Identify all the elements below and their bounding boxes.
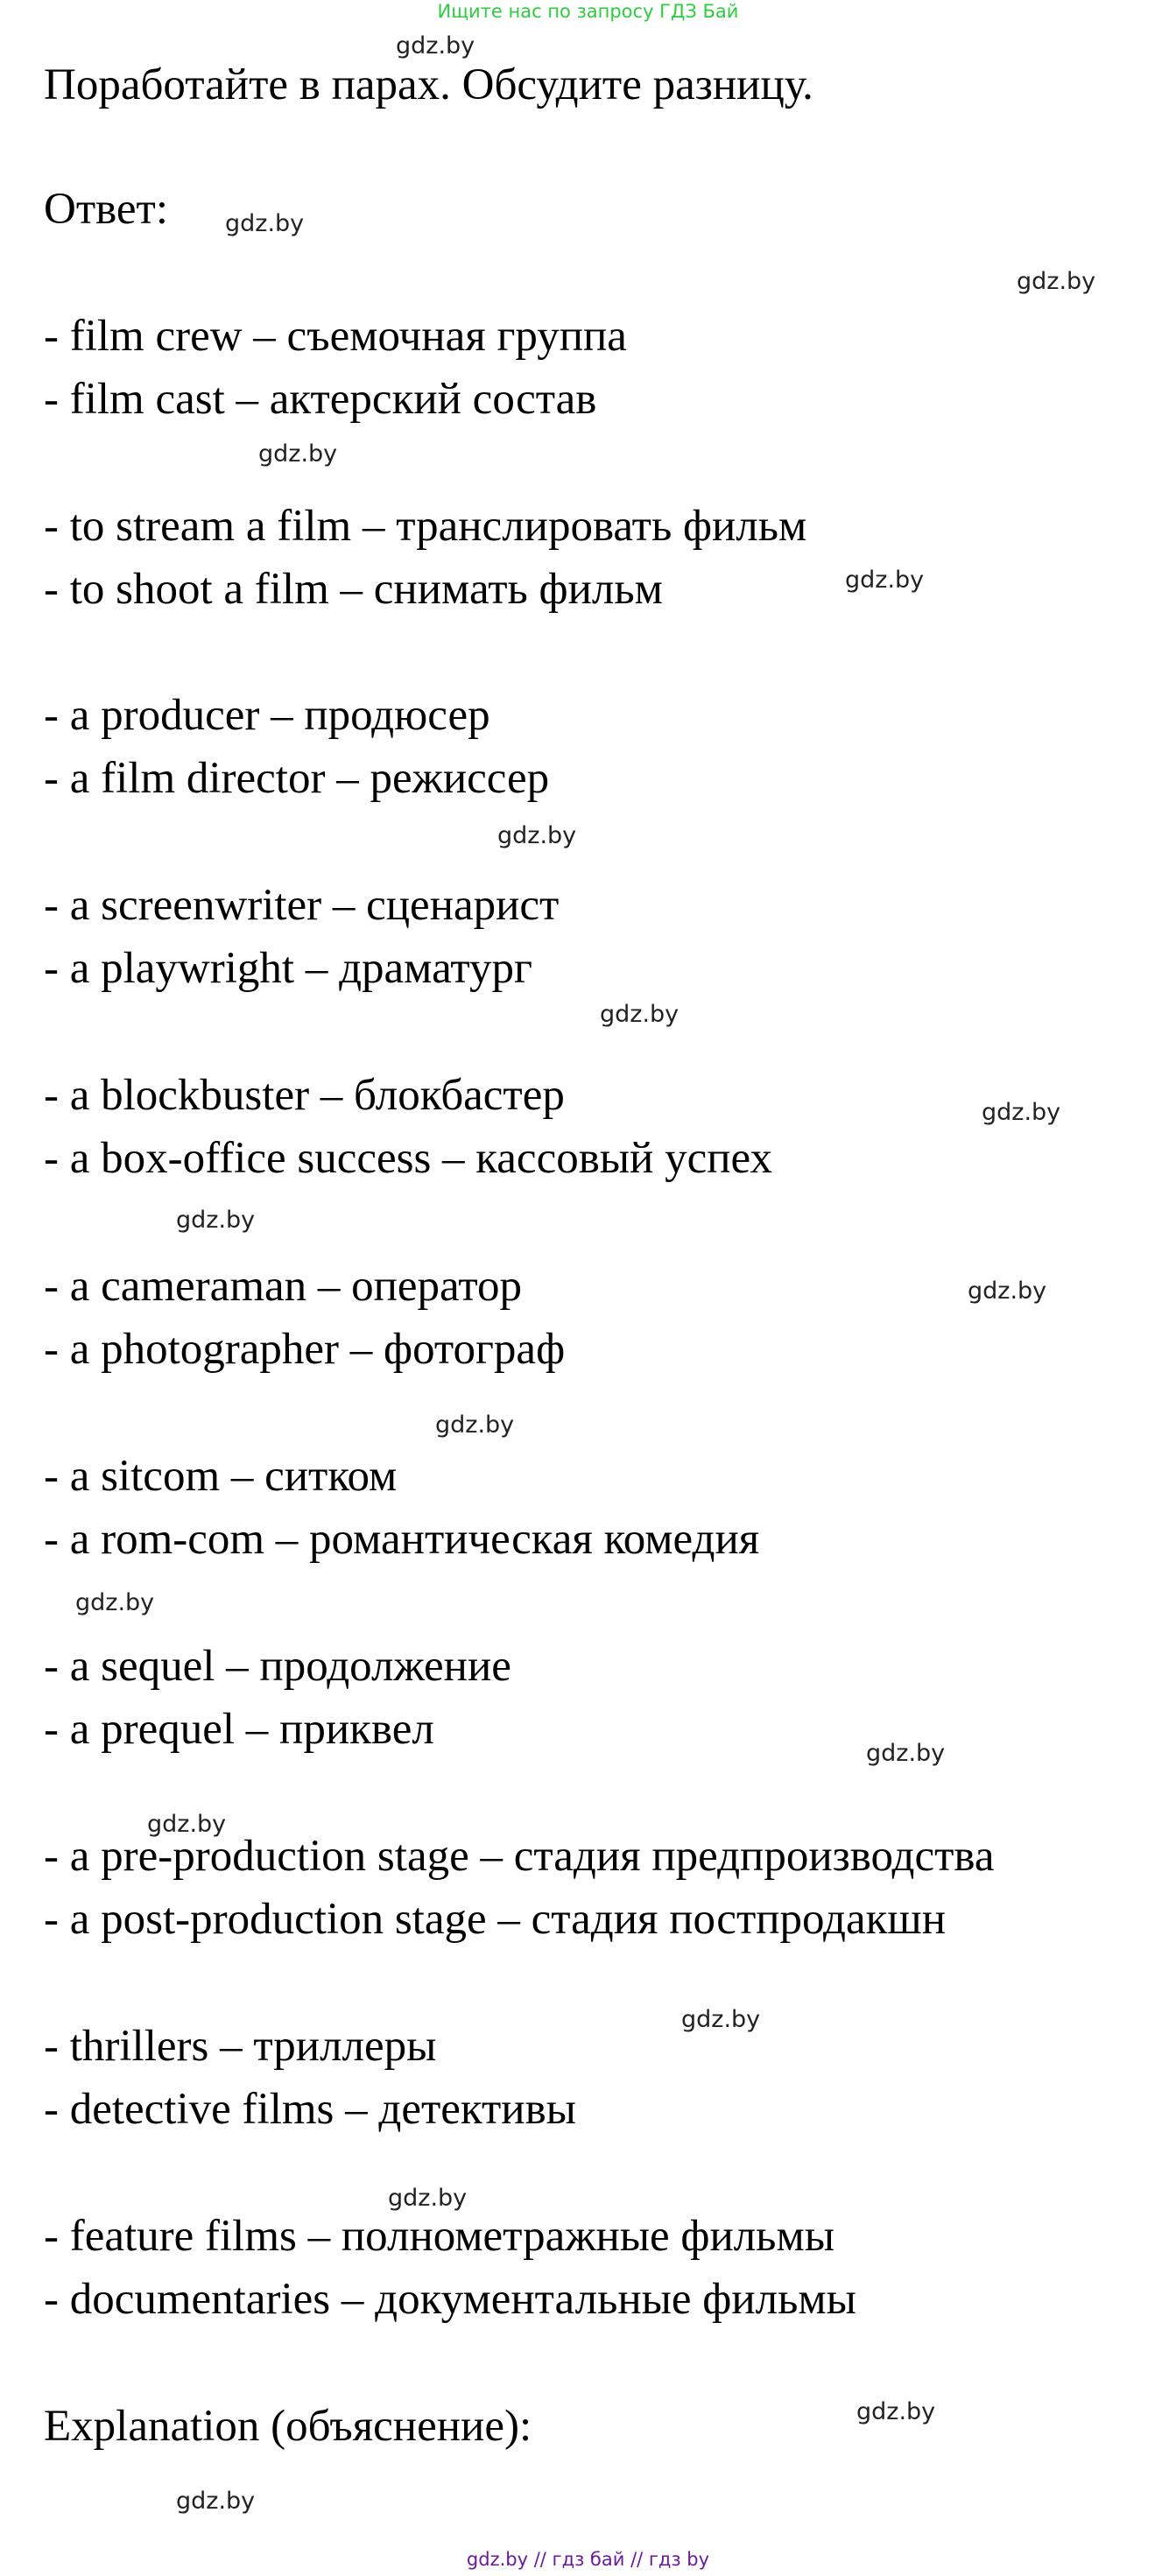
vocab-item: - a playwright – драматург xyxy=(44,944,532,993)
vocab-item: - to shoot a film – снимать фильм xyxy=(44,565,663,614)
watermark: gdz.by xyxy=(600,1001,680,1028)
watermark: gdz.by xyxy=(258,440,338,468)
watermark: gdz.by xyxy=(968,1277,1047,1305)
vocab-item: - a rom-com – романтическая комедия xyxy=(44,1515,760,1564)
vocab-item: - a cameraman – оператор xyxy=(44,1262,522,1311)
vocab-item: - a producer – продюсер xyxy=(44,691,490,740)
top-banner: Ищите нас по запросу ГДЗ Бай xyxy=(437,1,739,22)
vocab-item: - feature films – полнометражные фильмы xyxy=(44,2212,834,2261)
watermark: gdz.by xyxy=(681,2006,761,2033)
watermark: gdz.by xyxy=(147,1811,227,1838)
watermark: gdz.by xyxy=(176,2488,256,2515)
vocab-item: - a photographer – фотограф xyxy=(44,1325,566,1374)
vocab-item: - film crew – съемочная группа xyxy=(44,312,627,361)
footer-links[interactable]: gdz.by // гдз бай // гдз by xyxy=(466,2549,710,2570)
vocab-item: - a sequel – продолжение xyxy=(44,1642,511,1691)
vocab-item: - a prequel – приквел xyxy=(44,1705,434,1754)
page-heading: Поработайте в парах. Обсудите разницу. xyxy=(44,60,813,109)
vocab-item: - a pre-production stage – стадия предпроизводства xyxy=(44,1832,995,1881)
vocab-item: - a blockbuster – блокбастер xyxy=(44,1071,565,1120)
vocab-item: - film cast – актерский состав xyxy=(44,375,597,424)
vocab-item: - a film director – режиссер xyxy=(44,754,550,803)
watermark: gdz.by xyxy=(866,1740,946,1767)
watermark: gdz.by xyxy=(388,2185,468,2212)
explanation-label: Explanation (объяснение): xyxy=(44,2402,532,2451)
vocab-item: - a screenwriter – сценарист xyxy=(44,881,560,930)
watermark: gdz.by xyxy=(982,1099,1061,1126)
vocab-item: - to stream a film – транслировать фильм xyxy=(44,502,807,551)
watermark: gdz.by xyxy=(497,822,577,849)
watermark: gdz.by xyxy=(396,32,475,60)
watermark: gdz.by xyxy=(75,1589,155,1616)
watermark: gdz.by xyxy=(225,210,305,237)
watermark: gdz.by xyxy=(435,1411,515,1439)
vocab-item: - a post-production stage – стадия постпродакшн xyxy=(44,1895,946,1944)
watermark: gdz.by xyxy=(176,1207,256,1234)
answer-label: Ответ: xyxy=(44,185,168,234)
vocab-item: - a sitcom – ситком xyxy=(44,1452,398,1501)
watermark: gdz.by xyxy=(1017,268,1096,295)
vocab-item: - detective films – детективы xyxy=(44,2085,576,2134)
watermark: gdz.by xyxy=(845,567,925,594)
vocab-item: - a box-office success – кассовый успех xyxy=(44,1134,772,1183)
vocab-item: - thrillers – триллеры xyxy=(44,2022,437,2071)
vocab-item: - documentaries – документальные фильмы xyxy=(44,2275,856,2324)
watermark: gdz.by xyxy=(856,2398,936,2425)
